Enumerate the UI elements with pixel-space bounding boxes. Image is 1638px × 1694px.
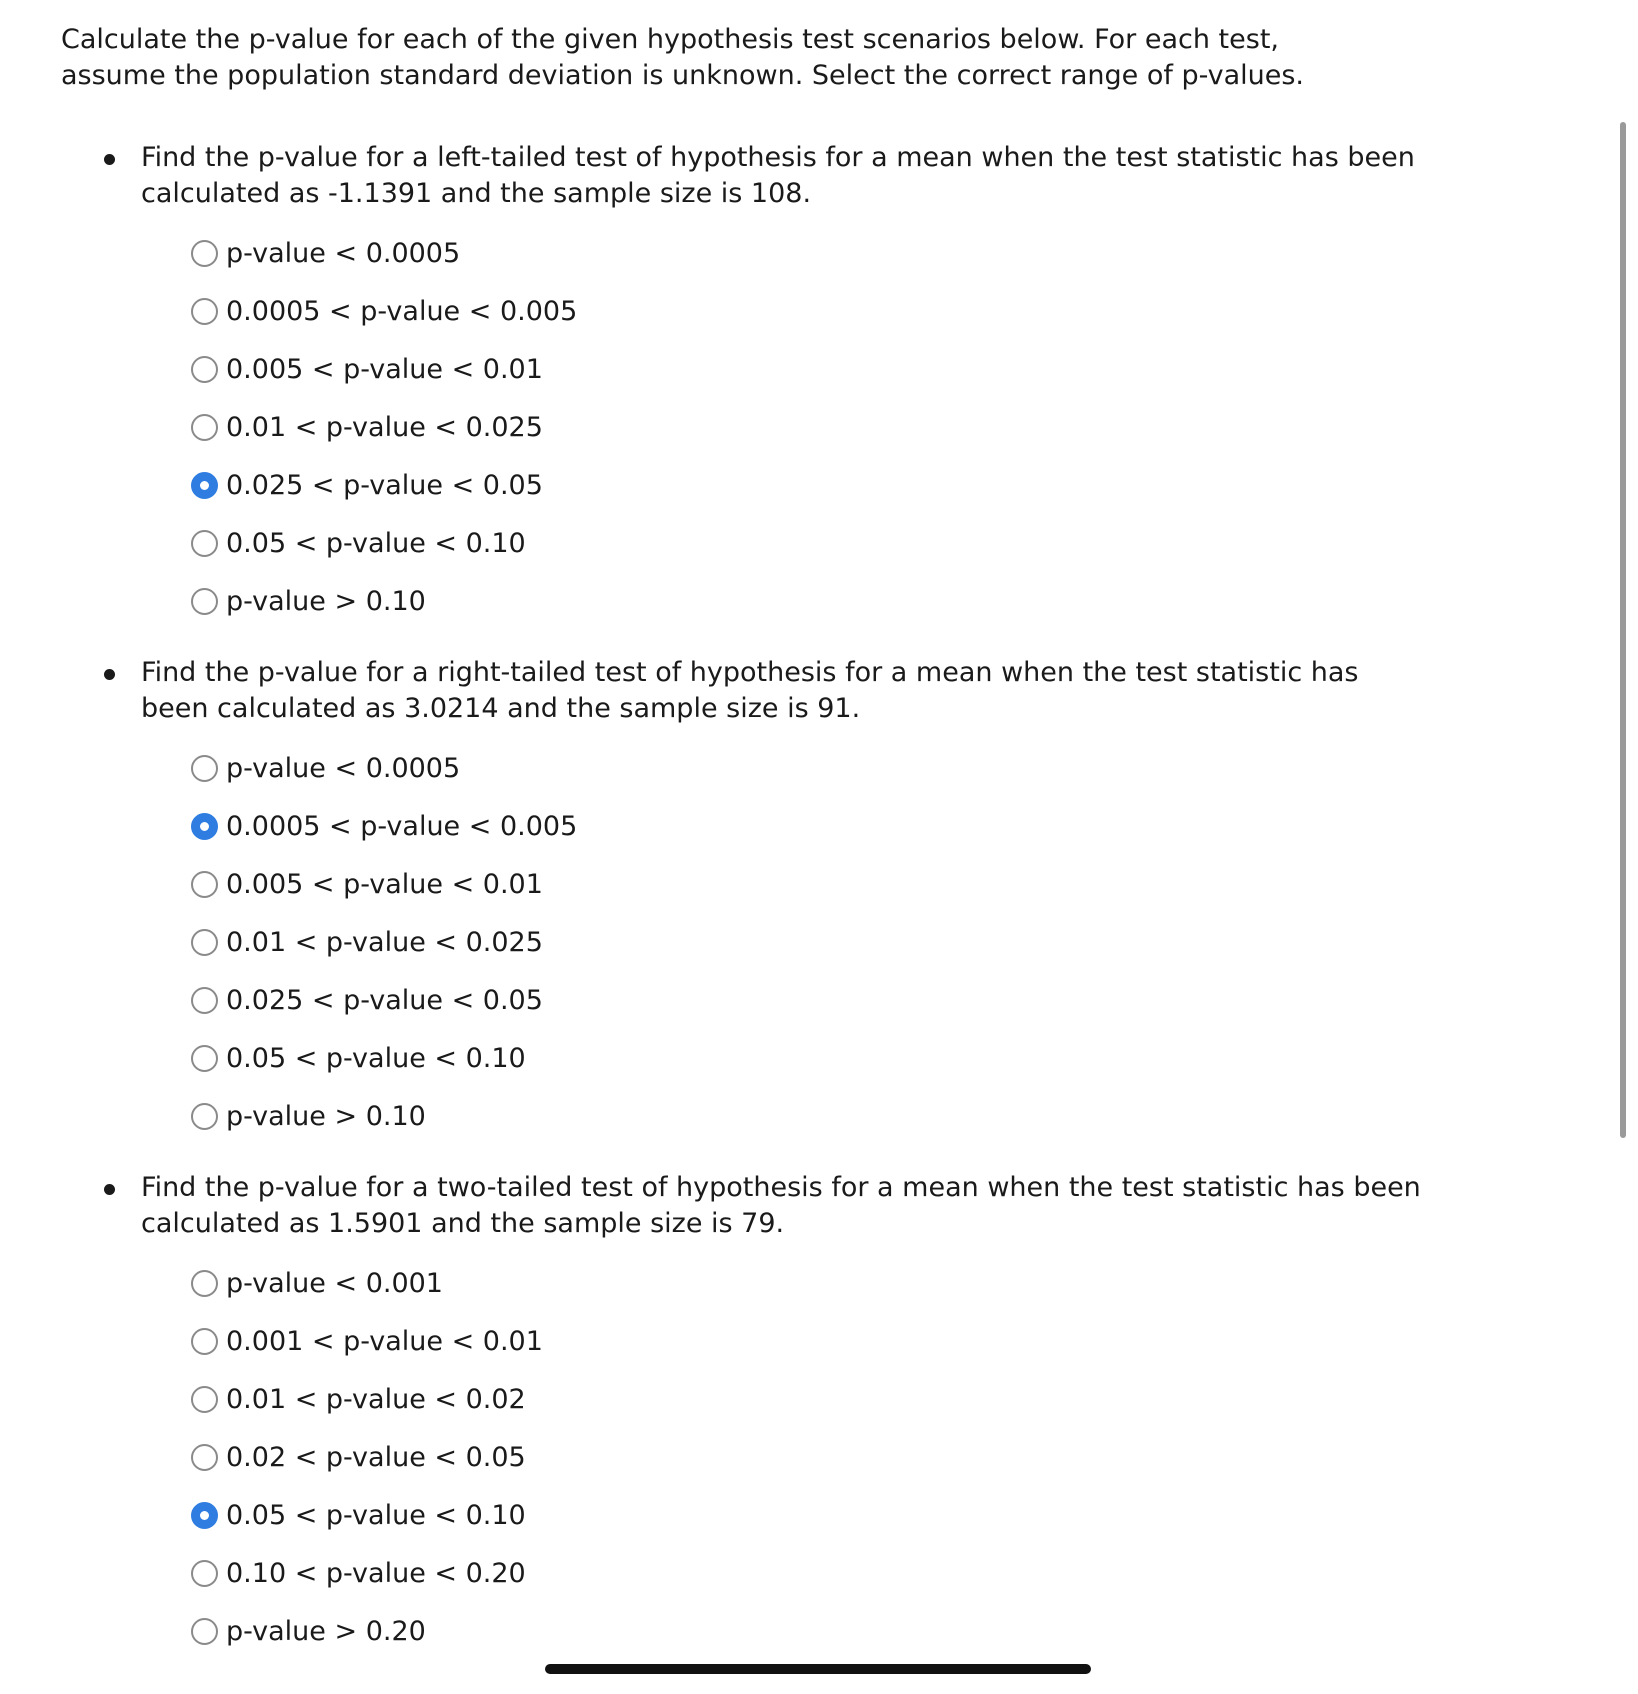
radio-icon[interactable] (191, 1328, 218, 1355)
radio-icon[interactable] (191, 871, 218, 898)
question-3-text: Find the p-value for a two-tailed test of hypothesis for a mean when the test statistic has been calculated as 1.5901 and the sample size is 79. (141, 1172, 1421, 1239)
radio-icon[interactable] (191, 929, 218, 956)
option-label: 0.001 < p-value < 0.01 (226, 1325, 543, 1357)
question-2-options (191, 739, 1404, 1145)
option-label: 0.005 < p-value < 0.01 (226, 868, 543, 900)
radio-icon[interactable] (191, 1560, 218, 1587)
radio-icon[interactable] (191, 755, 218, 782)
option-label: 0.05 < p-value < 0.10 (226, 527, 526, 559)
option-label: p-value < 0.0005 (226, 752, 461, 784)
option-label: p-value > 0.20 (226, 1615, 426, 1647)
option-q1-6[interactable] (191, 514, 1404, 572)
option-label: 0.02 < p-value < 0.05 (226, 1441, 526, 1473)
radio-icon[interactable] (191, 414, 218, 441)
option-label: p-value > 0.10 (226, 585, 426, 617)
radio-icon[interactable] (191, 298, 218, 325)
question-3-options (191, 1254, 1404, 1660)
option-q2-7[interactable] (191, 1087, 1404, 1145)
option-label: 0.0005 < p-value < 0.005 (226, 810, 578, 842)
option-q2-4[interactable] (191, 913, 1404, 971)
option-q2-5[interactable] (191, 971, 1404, 1029)
radio-icon[interactable] (191, 530, 218, 557)
option-q1-7[interactable] (191, 572, 1404, 630)
option-label: 0.0005 < p-value < 0.005 (226, 295, 578, 327)
bullet-icon (104, 669, 115, 680)
option-q3-4[interactable] (191, 1428, 1404, 1486)
radio-selected-icon[interactable] (191, 1502, 218, 1529)
question-1-text: Find the p-value for a left-tailed test of hypothesis for a mean when the test statistic has been calculated as -1.1391 and the sample size is 108. (141, 142, 1415, 209)
option-q2-3[interactable] (191, 855, 1404, 913)
bullet-icon (104, 154, 115, 165)
radio-icon[interactable] (191, 240, 218, 267)
option-q1-2[interactable] (191, 282, 1404, 340)
radio-icon[interactable] (191, 1444, 218, 1471)
option-q3-2[interactable] (191, 1312, 1404, 1370)
option-q1-4[interactable] (191, 398, 1404, 456)
option-label: 0.01 < p-value < 0.025 (226, 411, 543, 443)
question-2-text: Find the p-value for a right-tailed test of hypothesis for a mean when the test statistic has been calculated as 3.0214 and the sample size is 91. (141, 657, 1359, 724)
option-label: 0.025 < p-value < 0.05 (226, 984, 543, 1016)
vertical-scrollbar[interactable] (1620, 122, 1626, 1138)
home-indicator[interactable] (545, 1664, 1091, 1674)
option-label: 0.01 < p-value < 0.02 (226, 1383, 526, 1415)
option-q3-5[interactable] (191, 1486, 1404, 1544)
radio-selected-icon[interactable] (191, 813, 218, 840)
radio-icon[interactable] (191, 1103, 218, 1130)
option-q3-7[interactable] (191, 1602, 1404, 1660)
option-label: 0.10 < p-value < 0.20 (226, 1557, 526, 1589)
option-q2-6[interactable] (191, 1029, 1404, 1087)
option-label: 0.025 < p-value < 0.05 (226, 469, 543, 501)
option-label: 0.005 < p-value < 0.01 (226, 353, 543, 385)
option-q3-6[interactable] (191, 1544, 1404, 1602)
option-label: 0.05 < p-value < 0.10 (226, 1499, 526, 1531)
question-1-options (191, 224, 1404, 630)
radio-icon[interactable] (191, 588, 218, 615)
option-q3-1[interactable] (191, 1254, 1404, 1312)
question-2 (104, 655, 1404, 1145)
radio-selected-icon[interactable] (191, 472, 218, 499)
question-3 (104, 1170, 1421, 1660)
option-label: 0.01 < p-value < 0.025 (226, 926, 543, 958)
option-label: p-value > 0.10 (226, 1100, 426, 1132)
option-label: p-value < 0.0005 (226, 237, 461, 269)
radio-icon[interactable] (191, 1045, 218, 1072)
radio-icon[interactable] (191, 1270, 218, 1297)
question-1 (104, 140, 1415, 630)
radio-icon[interactable] (191, 987, 218, 1014)
radio-icon[interactable] (191, 1386, 218, 1413)
radio-icon[interactable] (191, 1618, 218, 1645)
option-q3-3[interactable] (191, 1370, 1404, 1428)
option-q2-2[interactable] (191, 797, 1404, 855)
option-q1-3[interactable] (191, 340, 1404, 398)
radio-icon[interactable] (191, 356, 218, 383)
option-label: 0.05 < p-value < 0.10 (226, 1042, 526, 1074)
option-q2-1[interactable] (191, 739, 1404, 797)
option-q1-5[interactable] (191, 456, 1404, 514)
option-q1-1[interactable] (191, 224, 1404, 282)
bullet-icon (104, 1184, 115, 1195)
instructions-text: Calculate the p-value for each of the given hypothesis test scenarios below. For each test, assume the population standard deviation is unknown. Select the correct range of p-values. (61, 24, 1305, 91)
option-label: p-value < 0.001 (226, 1267, 443, 1299)
